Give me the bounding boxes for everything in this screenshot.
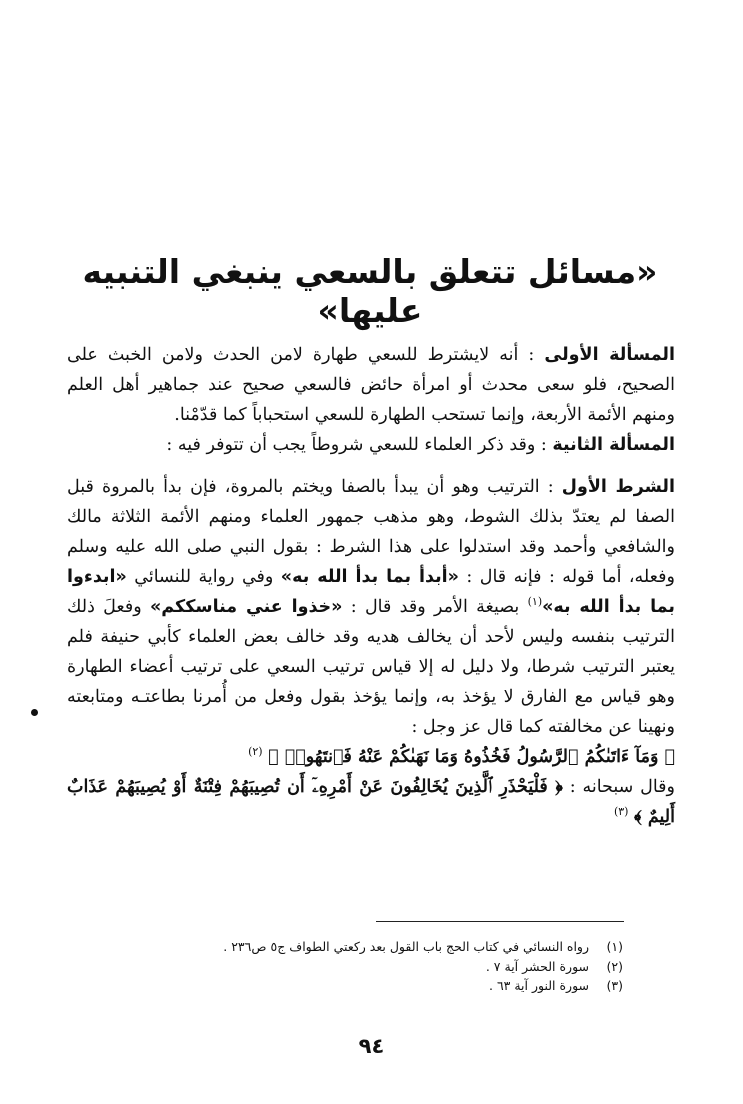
issue-1-label: المسألة الأولى [544, 345, 676, 365]
footnote-number: (٢) [606, 958, 623, 974]
issue-1-paragraph [67, 340, 675, 430]
footnotes [103, 937, 623, 996]
verse-2-intro: وقال سبحانه : [569, 777, 675, 797]
footnote-separator [376, 921, 624, 922]
quran-verse-2: ﴿ فَلْيَحْذَرِ ٱلَّذِينَ يُخَالِفُونَ عَنْ أَمْرِهِۦٓ أَن تُصِيبَهُمْ فِتْنَةٌ أَوْ يُصِيبَهُمْ عَذَابٌ أَلِيمٌ ﴾ [67, 777, 675, 827]
footnote-text: رواه النسائي في كتاب الحج باب القول بعد ركعتي الطواف ج٥ ص٢٣٦ . [223, 939, 590, 954]
condition-1-text-c: بصيغة الأمر وقد قال : [350, 597, 520, 617]
condition-1-paragraph [67, 472, 675, 742]
condition-1-text-d: وفعلَ ذلك الترتيب بنفسه وليس لأحد أن يخالف هديه وقد خالف بعض العلماء كأبي حنيفة فلم يعتبر الترتيب شرطا، ولا دليل له إلا قياس ترتيب السعي على ترتيب أعضاء الطهارة وهو قياس مع الفارق لا يؤخذ به، وإنما يؤخذ بقول وفعل من أُمرنا بطاعتـه ومتابعته ونهينا عن مخالفته كما قال عز وجل : [67, 597, 675, 737]
footnote-number: (٣) [606, 978, 623, 993]
condition-1-text-b: وفي رواية للنسائي [134, 567, 274, 587]
footnote-text: سورة النور آية ٦٣ . [488, 978, 590, 993]
footnote-ref-3: (٣) [613, 805, 629, 819]
page-number: ٩٤ [358, 1034, 385, 1058]
issue-2-paragraph [67, 430, 675, 460]
footnote-item [103, 937, 623, 957]
margin-dot [31, 709, 38, 716]
body-text [67, 340, 675, 832]
footnote-number: (١) [606, 939, 623, 954]
footnote-ref-2: (٢) [248, 745, 263, 759]
hadith-quote-3: «خذوا عني مناسككم» [149, 597, 343, 617]
section-heading: «مسائل تتعلق بالسعي ينبغي التنبيه عليها» [82, 252, 658, 330]
hadith-quote-2: «ابدءوا بما بدأ الله به» [67, 567, 675, 617]
condition-1-text-a: : الترتيب وهو أن يبدأ بالصفا ويختم بالمروة، فإن بدأ بالمروة قبل الصفا لم يعتدّ بذلك الشوط، وهو مذهب جمهور العلماء ومنهم الأئمة الثلاثة مالك والشافعي وأحمد وقد استدلوا على هذا الشرط : بقول النبي صلى الله عليه وسلم وفعله، أما قوله : فإنه قال : [67, 477, 675, 587]
footnote-item [103, 957, 623, 977]
verse-1-paragraph [67, 742, 675, 772]
condition-1-label: الشرط الأول [561, 477, 675, 497]
issue-2-text: : وقد ذكر العلماء للسعي شروطاً يجب أن تتوفر فيه : [166, 435, 547, 455]
issue-1-text: : أنه لايشترط للسعي طهارة لامن الحدث ولامن الخبث على الصحيح، فلو سعى محدث أو امرأة حائض فالسعي صحيح عند جماهير أهل العلم ومنهم الأئمة الأربعة، وإنما تستحب الطهارة للسعي استحباباً كما قدّمْنا. [67, 345, 675, 425]
footnote-item [103, 976, 623, 996]
footnote-ref-1: (١) [527, 595, 543, 609]
footnote-text: سورة الحشر آية ٧ . [485, 958, 590, 974]
issue-2-label: المسألة الثانية [552, 435, 675, 455]
hadith-quote-1: «أبدأ بما بدأ الله به» [280, 567, 459, 587]
quran-verse-1: ﴿ وَمَآ ءَاتَىٰكُمُ ٱلرَّسُولُ فَخُذُوهُ وَمَا نَهَىٰكُمْ عَنْهُ فَٱنتَهُوا۟ ﴾ [268, 747, 675, 767]
verse-2-paragraph [67, 772, 675, 832]
